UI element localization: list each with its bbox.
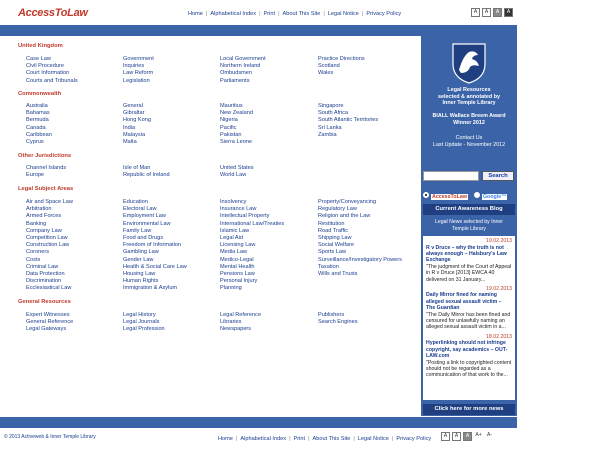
link-licensing-law[interactable]: Licensing Law — [220, 242, 256, 249]
nav-link-legal-notice[interactable]: Legal Notice — [327, 11, 359, 17]
section-title-resources: General Resources — [18, 299, 71, 305]
link-immigration-asylum[interactable]: Immigration & Asylum — [123, 285, 178, 292]
bottom-blue-band — [0, 417, 517, 428]
link-wales[interactable]: Wales — [318, 70, 334, 77]
link-personal-injury[interactable]: Personal Injury — [220, 278, 258, 285]
link-mental-health[interactable]: Mental Health — [220, 263, 255, 270]
link-data-protection[interactable]: Data Protection — [26, 270, 65, 277]
nav-separator: | — [235, 436, 238, 442]
top-nav — [188, 11, 401, 17]
link-human-rights[interactable]: Human Rights — [123, 278, 159, 285]
link-legal-reference[interactable]: Legal Reference — [220, 312, 262, 318]
footer-link-privacy-policy[interactable]: Privacy Policy — [396, 436, 432, 442]
link-united-states[interactable]: United States — [220, 165, 254, 171]
news-snippet: "The Daily Mirror has been fined and censured for unlawfully naming an alleged sexual assault victim in a... — [426, 311, 511, 331]
link-ombudsmen[interactable]: Ombudsmen — [220, 70, 253, 77]
link-armed-forces[interactable]: Armed Forces — [26, 213, 62, 220]
uk-column — [123, 56, 154, 85]
link-parliaments[interactable]: Parliaments — [220, 77, 250, 84]
news-date: 18.02.2013 — [486, 333, 512, 340]
tagline-line-1: Legal Resources — [447, 87, 491, 93]
link-bahamas[interactable]: Bahamas — [26, 110, 50, 117]
link-caribbean[interactable]: Caribbean — [26, 131, 52, 138]
link-pensions-law[interactable]: Pensions Law — [220, 270, 255, 277]
commonwealth-column — [123, 103, 151, 146]
link-cyprus[interactable]: Cyprus — [26, 138, 44, 145]
link-freedom-of-information[interactable]: Freedom of Information — [123, 242, 182, 249]
resources-column — [123, 312, 165, 334]
link-criminal-law[interactable]: Criminal Law — [26, 263, 59, 270]
footer-link-home[interactable]: Home — [218, 436, 233, 442]
more-news-button[interactable]: Click here for more news — [423, 404, 515, 415]
link-zambia[interactable]: Zambia — [318, 131, 337, 138]
font-small-button[interactable]: A — [471, 8, 480, 17]
search-input[interactable] — [423, 171, 479, 181]
nav-separator: | — [259, 11, 261, 17]
commonwealth-column — [318, 103, 378, 139]
last-update: Last Update - November 2012 — [432, 142, 506, 148]
current-awareness-blog-button[interactable]: Current Awareness Blog — [423, 204, 515, 215]
award-line-1: BIALL Wallace Breem Award — [432, 113, 506, 119]
uk-column — [318, 56, 365, 78]
link-new-zealand[interactable]: New Zealand — [220, 110, 253, 117]
link-islamic-law[interactable]: Islamic Law — [220, 227, 250, 234]
link-property-conveyancing[interactable]: Property/Conveyancing — [318, 199, 377, 205]
font-increase-button[interactable]: A+ — [474, 432, 483, 441]
uk-column — [220, 56, 266, 85]
link-coroners[interactable]: Coroners — [26, 249, 50, 256]
news-item — [426, 286, 512, 331]
search-button[interactable]: Search — [482, 171, 514, 181]
link-northern-ireland[interactable]: Northern Ireland — [220, 63, 261, 70]
subject-column — [220, 199, 284, 292]
radio-google-label: Google™ — [482, 194, 507, 200]
other-column — [123, 165, 170, 179]
link-housing-law[interactable]: Housing Law — [123, 270, 156, 277]
link-media-law[interactable]: Media Law — [220, 249, 248, 256]
link-isle-of-man[interactable]: Isle of Man — [123, 165, 151, 171]
news-feed — [423, 236, 515, 400]
link-practice-directions[interactable]: Practice Directions — [318, 56, 365, 62]
link-sierra-leone[interactable]: Sierra Leone — [220, 138, 253, 145]
resources-column — [318, 312, 358, 326]
other-column — [220, 165, 254, 179]
link-south-africa[interactable]: South Africa — [318, 110, 349, 117]
link-ecclesiastical-law[interactable]: Ecclesiastical Law — [26, 285, 72, 292]
radio-accesstolaw[interactable] — [423, 192, 468, 200]
link-legal-gateways[interactable]: Legal Gateways — [26, 326, 67, 333]
link-electoral-law[interactable]: Electoral Law — [123, 206, 157, 213]
link-medico-legal[interactable]: Medico-Legal — [220, 256, 254, 263]
link-gibraltar[interactable]: Gibraltar — [123, 110, 145, 117]
resources-column — [26, 312, 73, 334]
link-construction-law[interactable]: Construction Law — [26, 242, 70, 249]
news-date: 19.02.2013 — [486, 238, 512, 244]
font-large-button[interactable]: A — [493, 8, 502, 17]
link-wills-and-trusts[interactable]: Wills and Trusts — [318, 270, 358, 277]
contact-link[interactable]: Contact Us — [455, 135, 483, 141]
link-courts-and-tribunals[interactable]: Courts and Tribunals — [26, 77, 78, 84]
link-international-law-treaties[interactable]: International Law/Treaties — [220, 220, 285, 227]
link-health-social-care-law[interactable]: Health & Social Care Law — [123, 263, 187, 270]
subject-column — [26, 199, 73, 292]
link-intellectual-property[interactable]: Intellectual Property — [220, 213, 270, 220]
link-restitution[interactable]: Restitution — [318, 220, 345, 227]
link-gambling-law[interactable]: Gambling Law — [123, 249, 159, 256]
blog-sub-line-1: Legal News selected by Inner — [434, 219, 504, 225]
subject-column — [318, 199, 402, 278]
section-title-uk: United Kingdom — [18, 43, 63, 49]
link-nigeria[interactable]: Nigeria — [220, 117, 238, 124]
radio-google[interactable] — [474, 192, 508, 200]
link-costs[interactable]: Costs — [26, 256, 41, 263]
footer-link-legal-notice[interactable]: Legal Notice — [357, 436, 389, 442]
link-civil-procedure[interactable]: Civil Procedure — [26, 63, 64, 70]
link-local-government[interactable]: Local Government — [220, 56, 266, 62]
radio-accesstolaw-label: AccessToLaw — [432, 194, 467, 200]
link-europe[interactable]: Europe — [26, 172, 45, 179]
link-pakistan[interactable]: Pakistan — [220, 131, 242, 138]
inner-temple-crest-icon — [451, 42, 487, 84]
subject-column — [123, 199, 187, 292]
link-religion-and-the-law[interactable]: Religion and the Law — [318, 213, 371, 220]
link-taxation[interactable]: Taxation — [318, 263, 339, 270]
link-law-reform[interactable]: Law Reform — [123, 70, 154, 77]
link-hong-kong[interactable]: Hong Kong — [123, 117, 151, 124]
link-publishers[interactable]: Publishers — [318, 312, 345, 318]
link-sports-law[interactable]: Sports Law — [318, 249, 346, 256]
nav-separator: | — [361, 11, 364, 17]
link-search-engines[interactable]: Search Engines — [318, 319, 358, 326]
link-air-and-space-law[interactable]: Air and Space Law — [26, 199, 73, 205]
footer-link-print[interactable]: Print — [293, 436, 306, 442]
nav-separator: | — [391, 436, 394, 442]
link-world-law[interactable]: World Law — [220, 172, 247, 179]
footer-font-medium-button[interactable]: A — [452, 432, 461, 441]
site-logo[interactable]: AccessToLaw — [18, 7, 88, 19]
link-surveillance-investigatory-powers[interactable]: Surveillance/Investigatory Powers — [318, 256, 402, 263]
link-inquiries[interactable]: Inquiries — [123, 63, 145, 70]
news-title-link[interactable]: Hyperlinking should not infringe copyright, say academics – OUT-LAW.com — [426, 340, 508, 360]
footer-font-large-button[interactable]: A — [463, 432, 472, 441]
news-title-link[interactable]: Daily Mirror fined for naming alleged sexual assault victim – The Guardian — [426, 292, 502, 312]
award-line-2: Winner 2012 — [453, 119, 485, 126]
link-social-welfare[interactable]: Social Welfare — [318, 242, 354, 249]
section-title-other: Other Jurisdictions — [18, 153, 72, 159]
nav-separator: | — [353, 436, 355, 442]
link-case-law[interactable]: Case Law — [26, 56, 51, 62]
link-newspapers[interactable]: Newspapers — [220, 326, 252, 333]
sidebar-tagline — [421, 87, 517, 107]
news-item — [426, 238, 512, 283]
link-scotland[interactable]: Scotland — [318, 63, 340, 70]
tagline-line-2: selected & annotated by — [437, 93, 500, 100]
link-banking[interactable]: Banking — [26, 220, 47, 227]
link-bermuda[interactable]: Bermuda — [26, 117, 49, 124]
footer-link-about-this-site[interactable]: About This Site — [312, 436, 351, 442]
link-family-law[interactable]: Family Law — [123, 227, 152, 234]
link-insolvency[interactable]: Insolvency — [220, 199, 247, 205]
font-decrease-button[interactable]: A- — [485, 432, 494, 441]
other-column — [26, 165, 66, 179]
footer-font-small-button[interactable]: A — [441, 432, 450, 441]
commonwealth-column — [26, 103, 52, 146]
link-regulatory-law[interactable]: Regulatory Law — [318, 206, 357, 213]
nav-link-privacy-policy[interactable]: Privacy Policy — [366, 11, 402, 17]
nav-separator: | — [289, 436, 291, 442]
link-singapore[interactable]: Singapore — [318, 103, 344, 109]
link-pacific[interactable]: Pacific — [220, 124, 237, 131]
link-arbitration[interactable]: Arbitration — [26, 206, 52, 213]
footer-nav — [218, 436, 431, 442]
link-sri-lanka[interactable]: Sri Lanka — [318, 124, 342, 131]
link-mauritius[interactable]: Mauritius — [220, 103, 243, 109]
font-size-controls — [471, 8, 513, 17]
link-republic-of-ireland[interactable]: Republic of Ireland — [123, 172, 170, 179]
font-medium-button[interactable]: A — [482, 8, 491, 17]
link-malta[interactable]: Malta — [123, 138, 137, 145]
link-expert-witnesses[interactable]: Expert Witnesses — [26, 312, 70, 318]
link-malaysia[interactable]: Malaysia — [123, 131, 146, 138]
nav-separator: | — [205, 11, 208, 17]
footer-link-alphabetical-index[interactable]: Alphabetical Index — [240, 436, 287, 442]
link-planning[interactable]: Planning — [220, 285, 242, 292]
link-channel-islands[interactable]: Channel Islands — [26, 165, 67, 171]
link-legislation[interactable]: Legislation — [123, 77, 150, 84]
link-shipping-law[interactable]: Shipping Law — [318, 234, 352, 241]
news-snippet: "The judgment of the Court of Appeal in R v Druce [2013] EWCA 40 delivered on 31 January... — [426, 263, 512, 283]
link-australia[interactable]: Australia — [26, 103, 48, 109]
nav-separator: | — [323, 11, 325, 17]
nav-link-about-this-site[interactable]: About This Site — [282, 11, 321, 17]
search-engine-options — [423, 191, 517, 201]
section-title-subject: Legal Subject Areas — [18, 186, 74, 192]
blog-subtitle — [421, 219, 517, 232]
nav-link-alphabetical-index[interactable]: Alphabetical Index — [210, 11, 257, 17]
news-snippet: "Posting a link to copyrighted content should not be regarded as a communication of that work to the... — [426, 359, 512, 379]
footer-font-controls — [441, 432, 494, 441]
link-legal-profession[interactable]: Legal Profession — [123, 326, 165, 333]
link-court-information[interactable]: Court Information — [26, 70, 70, 77]
link-environmental-law[interactable]: Environmental Law — [123, 220, 171, 227]
top-blue-band — [0, 25, 517, 36]
link-education[interactable]: Education — [123, 199, 148, 205]
link-legal-aid[interactable]: Legal Aid — [220, 234, 244, 241]
link-india[interactable]: India — [123, 124, 136, 131]
link-south-atlantic-territories[interactable]: South Atlantic Territories — [318, 117, 379, 124]
link-food-and-drugs[interactable]: Food and Drugs — [123, 234, 164, 241]
link-government[interactable]: Government — [123, 56, 154, 62]
link-libraries[interactable]: Libraries — [220, 319, 242, 326]
nav-link-home[interactable]: Home — [188, 11, 203, 17]
link-canada[interactable]: Canada — [26, 124, 46, 131]
font-contrast-button[interactable]: A — [504, 8, 513, 17]
copyright: © 2013 Activeweb & Inner Temple Library — [4, 434, 96, 440]
link-legal-journals[interactable]: Legal Journals — [123, 319, 160, 326]
news-item — [426, 334, 512, 379]
news-date: 19.02.2013 — [486, 285, 512, 292]
link-legal-history[interactable]: Legal History — [123, 312, 156, 318]
tagline-line-3: Inner Temple Library — [442, 100, 496, 107]
radio-on-icon — [423, 192, 429, 198]
resources-column — [220, 312, 261, 334]
commonwealth-column — [220, 103, 253, 146]
section-title-commonwealth: Commonwealth — [18, 91, 62, 97]
link-competition-law[interactable]: Competition Law — [26, 234, 68, 241]
nav-separator: | — [308, 436, 310, 442]
link-general[interactable]: General — [123, 103, 143, 109]
award-text — [421, 113, 517, 126]
radio-off-icon — [474, 192, 480, 198]
link-road-traffic[interactable]: Road Traffic — [318, 227, 349, 234]
link-employment-law[interactable]: Employment Law — [123, 213, 166, 220]
link-gender-law[interactable]: Gender Law — [123, 256, 154, 263]
link-discrimination[interactable]: Discrimination — [26, 278, 62, 285]
nav-link-print[interactable]: Print — [263, 11, 276, 17]
news-title-link[interactable]: R v Druce – why the truth is not always enough – Halsbury's Law Exchange — [426, 244, 507, 264]
link-insurance-law[interactable]: Insurance Law — [220, 206, 257, 213]
uk-column — [26, 56, 78, 85]
link-general-reference[interactable]: General Reference — [26, 319, 74, 326]
link-company-law[interactable]: Company Law — [26, 227, 62, 234]
blog-sub-line-2: Temple Library — [451, 225, 487, 232]
nav-separator: | — [278, 11, 280, 17]
